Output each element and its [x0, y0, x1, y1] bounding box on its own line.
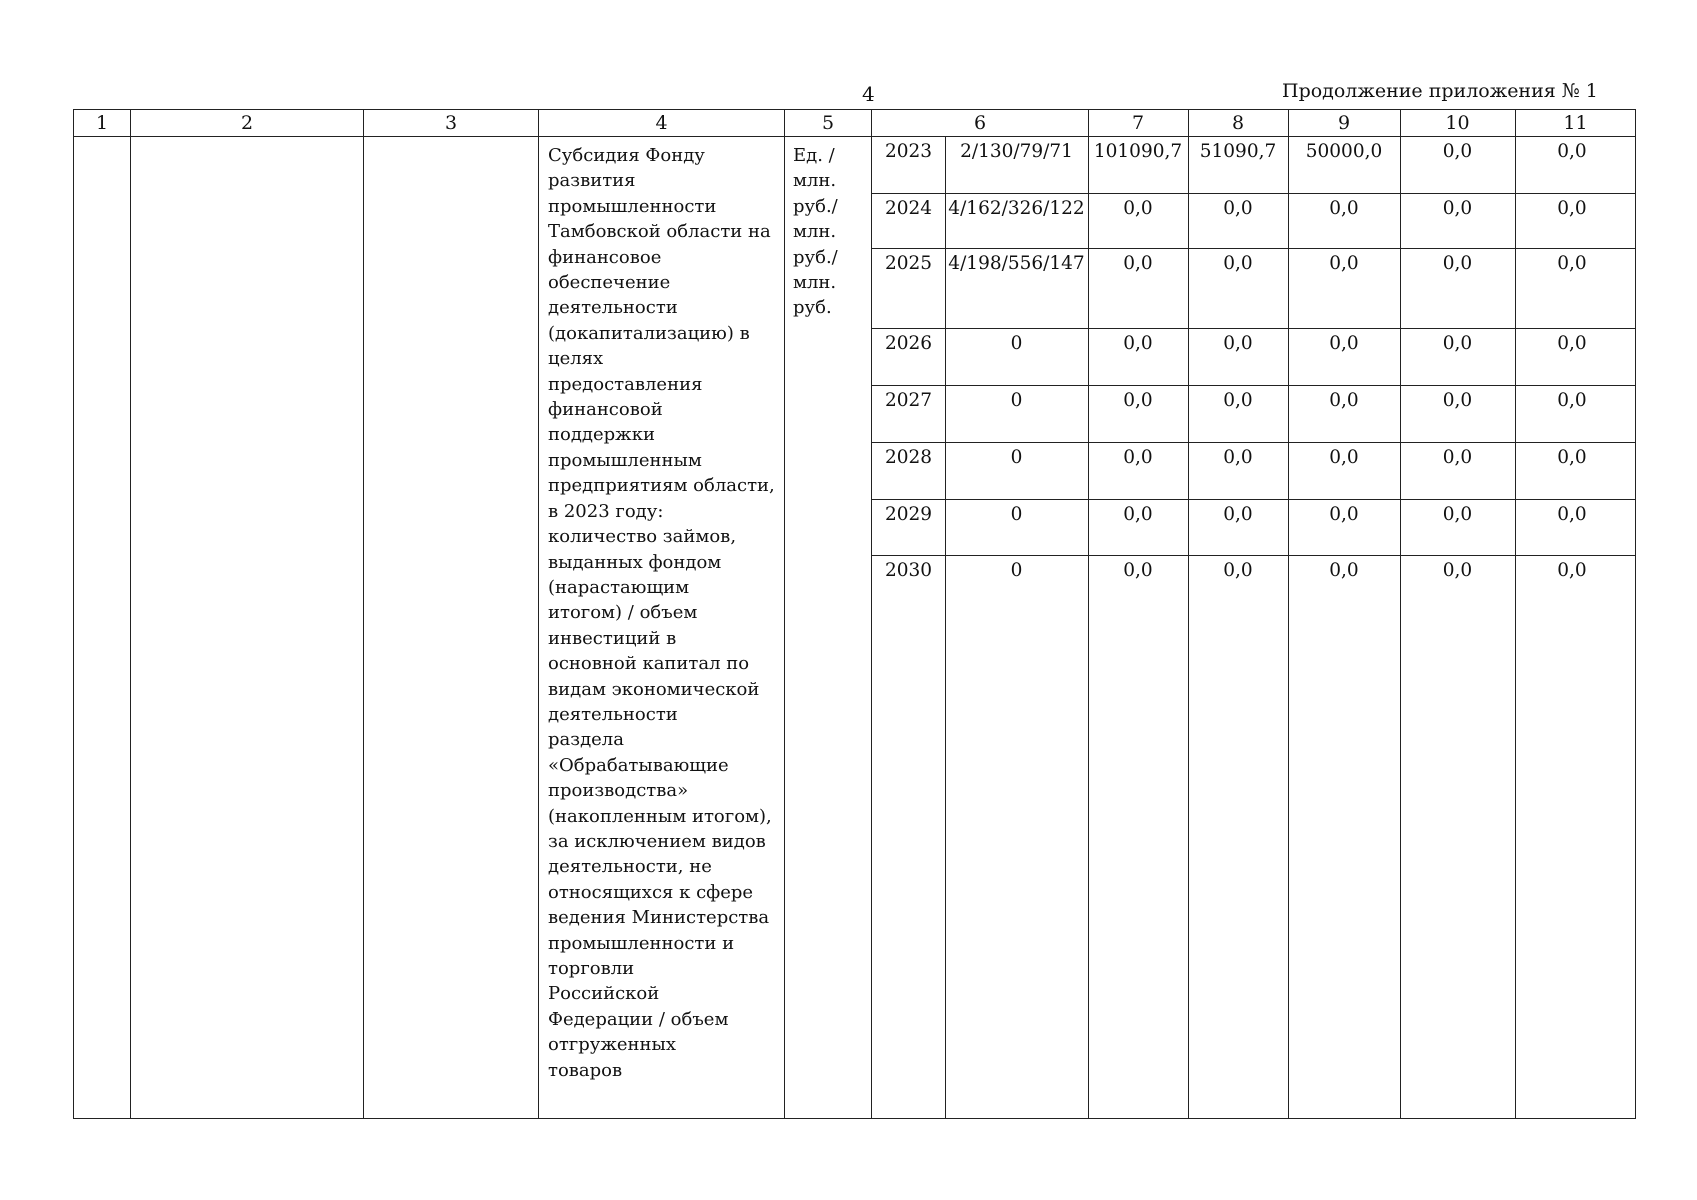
- unit-line: млн.: [793, 170, 837, 192]
- value-col-9: 0,0: [1329, 333, 1359, 354]
- cell-col-3: [364, 137, 539, 1119]
- value-col-10: 0,0: [1442, 253, 1473, 274]
- description-line: ведения Министерства: [548, 907, 770, 929]
- value-col-7: 0,0: [1123, 504, 1153, 525]
- table-row: [74, 137, 1636, 1119]
- description-line: производства»: [548, 780, 689, 802]
- description-line: развития: [548, 170, 636, 192]
- unit-line: руб./: [793, 195, 838, 217]
- description-line: промышленности: [548, 195, 717, 217]
- description-line: за исключением видов: [548, 830, 766, 852]
- year-row: [872, 328, 1635, 386]
- unit-line: руб./: [793, 246, 838, 268]
- description-line: относящихся к сфере: [548, 881, 754, 903]
- appendix-table: [73, 109, 1636, 1119]
- value-col-7: 0,0: [1123, 333, 1153, 354]
- col-header-4: 4: [539, 110, 785, 137]
- description-line: торговли: [548, 958, 635, 979]
- year-row: [872, 385, 1635, 443]
- description-line: Субсидия Фонду: [548, 145, 705, 166]
- value-col-7: 0,0: [1123, 447, 1153, 468]
- value-col-6: 2/130/79/71: [960, 141, 1073, 162]
- year-row: [872, 137, 1635, 193]
- year-row: [872, 555, 1635, 1118]
- year-cell: 2023: [884, 141, 933, 162]
- value-col-10: 0,0: [1442, 447, 1473, 468]
- value-col-8: 0,0: [1223, 390, 1253, 411]
- value-col-11: 0,0: [1557, 447, 1587, 468]
- value-col-6: 0: [1010, 447, 1023, 468]
- value-col-11: 0,0: [1557, 390, 1587, 411]
- value-col-8: 51090,7: [1199, 141, 1277, 162]
- value-col-9: 0,0: [1329, 560, 1359, 581]
- description-line: целях: [548, 348, 604, 370]
- value-col-7: 0,0: [1123, 560, 1153, 581]
- unit-line: Ед. /: [793, 145, 835, 166]
- value-col-8: 0,0: [1223, 198, 1253, 219]
- description-line: промышленным: [548, 449, 702, 471]
- value-col-8: 0,0: [1223, 504, 1253, 525]
- value-col-10: 0,0: [1442, 198, 1473, 219]
- description-line: поддержки: [548, 424, 655, 446]
- value-col-8: 0,0: [1223, 333, 1253, 354]
- value-col-11: 0,0: [1557, 198, 1587, 219]
- value-col-8: 0,0: [1223, 447, 1253, 468]
- col-header-9: 9: [1337, 112, 1351, 134]
- unit-line: млн.: [793, 221, 837, 243]
- col-header-8: 8: [1231, 112, 1245, 134]
- year-cell: 2027: [884, 390, 933, 411]
- value-col-11: 0,0: [1557, 504, 1587, 525]
- unit-line: руб.: [793, 297, 832, 319]
- year-row: [872, 193, 1635, 249]
- value-col-11: 0,0: [1557, 560, 1587, 581]
- description-line: деятельности: [548, 703, 678, 725]
- value-col-8: 0,0: [1223, 560, 1253, 581]
- description-line: Тамбовской области на: [548, 221, 771, 243]
- col-header-6: 6: [973, 112, 987, 134]
- col-header-2: 2: [131, 110, 364, 137]
- value-col-7: 0,0: [1123, 198, 1153, 219]
- description-line: инвестиций в: [548, 627, 677, 649]
- value-col-8: 0,0: [1223, 253, 1253, 274]
- cell-col-1: [74, 137, 131, 1119]
- year-row: [872, 499, 1635, 556]
- year-cell: 2024: [884, 198, 933, 219]
- description-line: выданных фондом: [548, 551, 722, 573]
- description-line: промышленности и: [548, 932, 735, 954]
- value-col-9: 50000,0: [1305, 141, 1383, 162]
- value-col-11: 0,0: [1557, 141, 1587, 162]
- description-line: финансовое: [548, 246, 662, 268]
- description-line: основной капитал по: [548, 653, 750, 675]
- value-col-11: 0,0: [1557, 253, 1587, 274]
- col-header-1: 1: [74, 110, 131, 137]
- year-row: [872, 442, 1635, 500]
- column-numbers-row: [74, 110, 1636, 137]
- value-col-9: 0,0: [1329, 504, 1359, 525]
- description-line: (докапитализацию) в: [548, 322, 750, 344]
- col-header-3: 3: [364, 110, 539, 137]
- value-col-6: 4/162/326/122: [948, 198, 1085, 219]
- value-col-6: 0: [1010, 390, 1023, 411]
- value-col-10: 0,0: [1442, 141, 1473, 162]
- col-header-7: 7: [1131, 112, 1145, 134]
- value-col-6: 4/198/556/147: [948, 253, 1085, 274]
- description-line: отгруженных: [548, 1034, 677, 1056]
- continuation-label: Продолжение приложения № 1: [1282, 80, 1598, 102]
- value-col-10: 0,0: [1442, 390, 1473, 411]
- col-header-10: 10: [1445, 112, 1470, 134]
- unit-line: млн.: [793, 272, 837, 294]
- description-line: финансовой: [548, 399, 663, 421]
- description-line: деятельности: [548, 297, 678, 319]
- description-line: товаров: [548, 1059, 623, 1081]
- value-col-6: 0: [1010, 504, 1023, 525]
- year-cell: 2028: [884, 447, 933, 468]
- cell-col-2: [131, 137, 364, 1119]
- year-row: [872, 248, 1635, 329]
- description-line: (нарастающим: [548, 576, 690, 598]
- value-col-10: 0,0: [1442, 504, 1473, 525]
- col-header-11: 11: [1563, 112, 1588, 134]
- description-cell: [539, 137, 785, 1119]
- value-col-9: 0,0: [1329, 253, 1359, 274]
- description-line: предприятиям области,: [548, 475, 775, 497]
- value-col-7: 0,0: [1123, 390, 1153, 411]
- description-line: деятельности, не: [548, 856, 712, 878]
- description-line: (накопленным итогом),: [548, 805, 772, 827]
- description-line: раздела: [548, 729, 624, 751]
- year-cell: 2030: [884, 560, 933, 581]
- value-col-10: 0,0: [1442, 333, 1473, 354]
- description-line: Федерации / объем: [548, 1008, 729, 1030]
- year-cell: 2029: [884, 504, 933, 525]
- col-header-6-11: [872, 110, 1636, 137]
- description-line: видам экономической: [548, 678, 760, 700]
- col-header-5: 5: [785, 110, 872, 137]
- unit-cell: [785, 137, 872, 1119]
- page-number: 4: [862, 82, 875, 106]
- years-block: [872, 137, 1636, 1119]
- value-col-9: 0,0: [1329, 447, 1359, 468]
- description-line: «Обрабатывающие: [548, 754, 729, 776]
- description-line: в 2023 году:: [548, 500, 664, 522]
- description-line: предоставления: [548, 373, 703, 395]
- year-cell: 2026: [884, 333, 933, 354]
- description-line: количество займов,: [548, 526, 737, 548]
- value-col-10: 0,0: [1442, 560, 1473, 581]
- value-col-9: 0,0: [1329, 198, 1359, 219]
- year-cell: 2025: [884, 253, 933, 274]
- description-line: обеспечение: [548, 272, 671, 294]
- value-col-7: 101090,7: [1093, 141, 1183, 162]
- description-line: итогом) / объем: [548, 602, 698, 624]
- value-col-6: 0: [1010, 333, 1023, 354]
- description-line: Российской: [548, 983, 660, 1005]
- value-col-6: 0: [1010, 560, 1023, 581]
- value-col-9: 0,0: [1329, 390, 1359, 411]
- value-col-7: 0,0: [1123, 253, 1153, 274]
- value-col-11: 0,0: [1557, 333, 1587, 354]
